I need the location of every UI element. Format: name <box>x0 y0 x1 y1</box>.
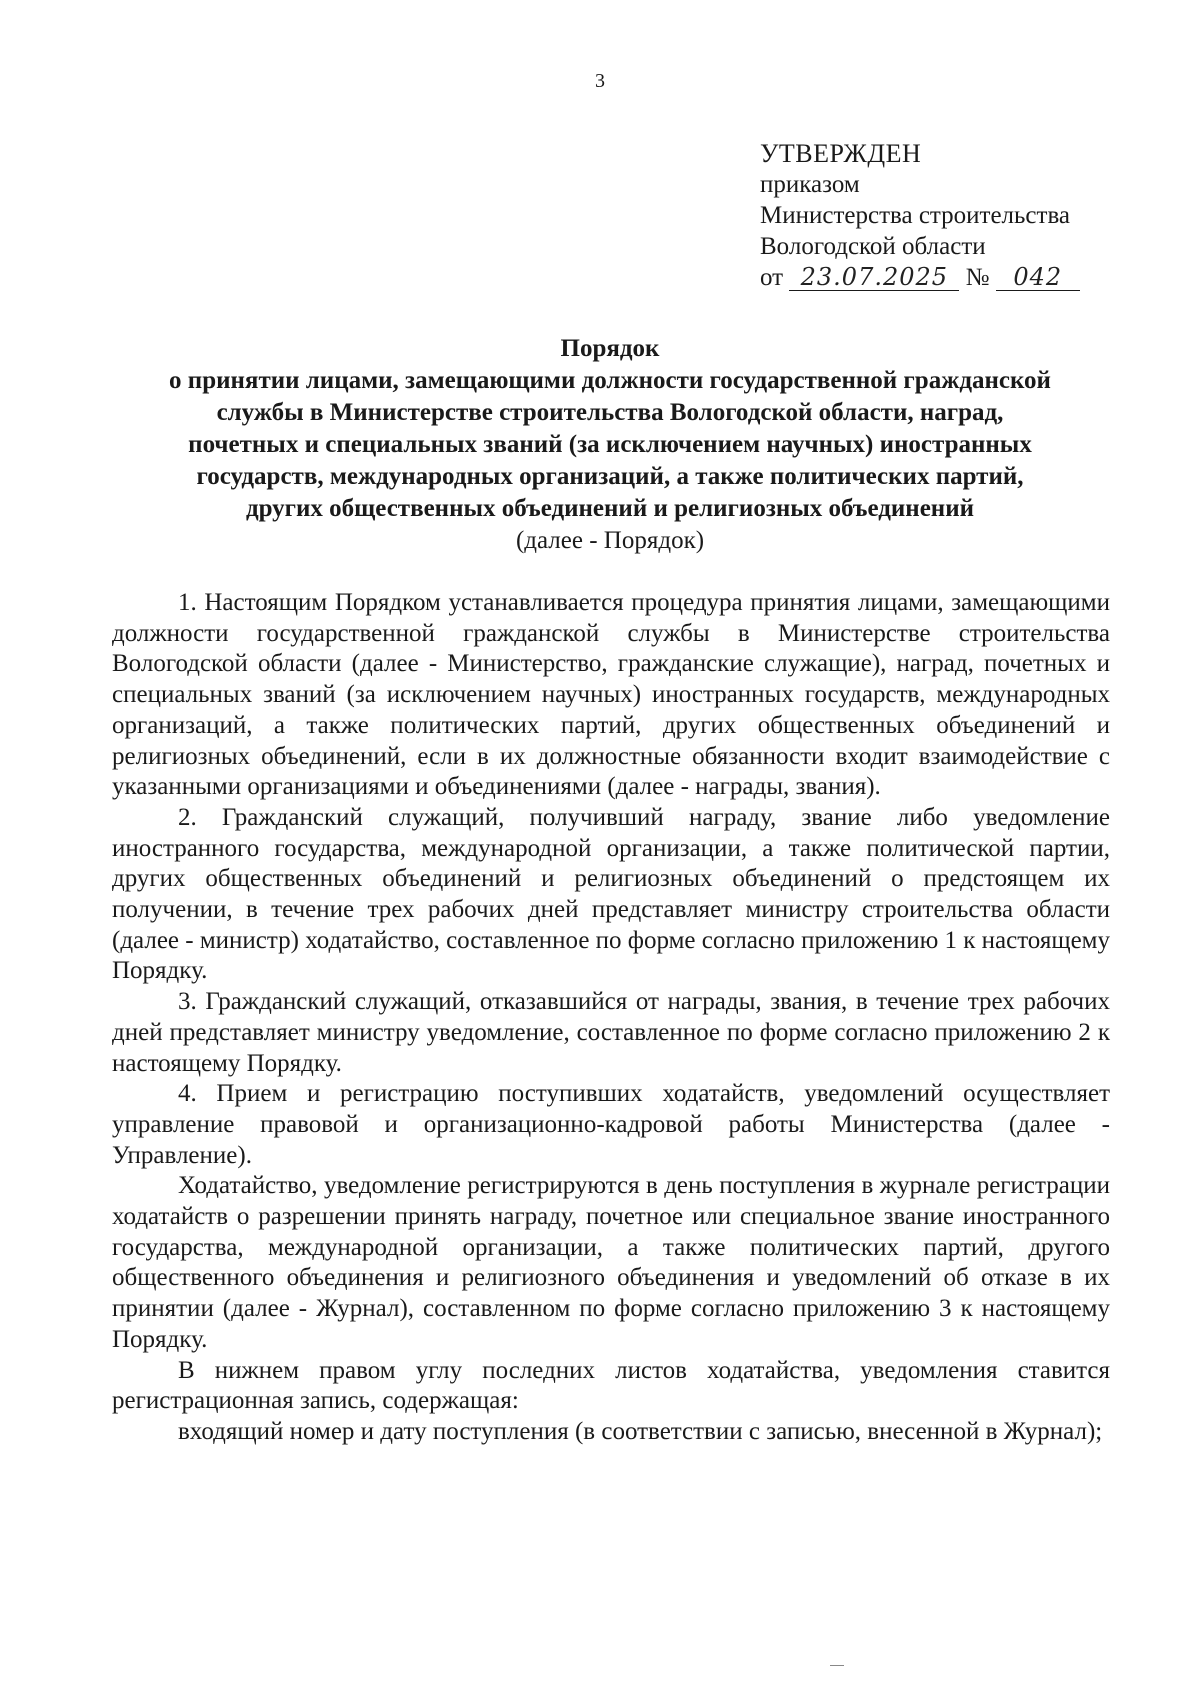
scan-mark <box>830 1665 844 1666</box>
title-line-5: других общественных объединений и религиозных объединений <box>245 495 975 522</box>
approved-label: УТВЕРЖДЕН <box>760 139 922 168</box>
number-sign: № <box>965 264 990 291</box>
title-line-4: государств, международных организаций, а также политических партий, <box>196 463 1024 490</box>
approval-stamp <box>760 138 1180 293</box>
title-subtitle: (далее - Порядок) <box>515 527 705 554</box>
approval-line-order: приказом <box>760 171 860 198</box>
title-line-3: почетных и специальных званий (за исключением научных) иностранных <box>188 431 1032 458</box>
paragraph-7: входящий номер и дату поступления (в соответствии с записью, внесенной в Журнал); <box>178 1417 1103 1445</box>
paragraph-4: 4. Прием и регистрацию поступивших ходатайств, уведомлений осуществляет управление правовой и организационно-кадровой работы Министерства (далее - Управление). <box>112 1080 1110 1169</box>
title-line-1: о принятии лицами, замещающими должности государственной гражданской <box>169 367 1051 394</box>
paragraph-3: 3. Гражданский служащий, отказавшийся от награды, звания, в течение трех рабочих дней представляет министру уведомление, составленное по форме согласно приложению 2 к настоящему Порядку. <box>112 988 1110 1077</box>
paragraph-6: В нижнем правом углу последних листов ходатайства, уведомления ставится регистрационная запись, содержащая: <box>112 1356 1110 1415</box>
paragraph-2: 2. Гражданский служащий, получивший награду, звание либо уведомление иностранного государства, международной организации, а также политической партии, других общественных объединений и религиозных объединений о предстоящем их получении, в течение трех рабочих дней представляет министру строительства области (далее - министр) ходатайство, составленное по форме согласно приложению 1 к настоящему Порядку. <box>112 803 1110 985</box>
title-heading: Порядок <box>560 335 660 362</box>
approval-line-ministry: Министерства строительства <box>760 202 1071 229</box>
title-line-2: службы в Министерстве строительства Вологодской области, наград, <box>216 399 1004 426</box>
document-body <box>112 588 1110 1448</box>
document-title <box>110 333 1110 557</box>
approval-date-line <box>760 262 1180 293</box>
handwritten-number: 042 <box>996 264 1080 291</box>
date-prefix: от <box>760 264 784 291</box>
approval-line-region: Вологодской области <box>760 233 986 260</box>
page-number: 3 <box>595 70 605 92</box>
handwritten-date: 23.07.2025 <box>789 264 959 291</box>
paragraph-5: Ходатайство, уведомление регистрируются в день поступления в журнале регистрации ходатайств о разрешении принять награду, почетное или специальное звание иностранного государства, международной организации, а также политических партий, другого общественного объединения и религиозного объединения и уведомлений об отказе в их принятии (далее - Журнал), составленном по форме согласно приложению 3 к настоящему Порядку. <box>112 1172 1110 1353</box>
paragraph-1: 1. Настоящим Порядком устанавливается процедура принятия лицами, замещающими должности государственной гражданской службы в Министерстве строительства Вологодской области (далее - Министерство, гражданские служащие), наград, почетных и специальных званий (за исключением научных) иностранных государств, международных организаций, а также политических партий, других общественных объединений и религиозных объединений, если в их должностные обязанности входит взаимодействие с указанными организациями и объединениями (далее - награды, звания). <box>112 589 1110 801</box>
